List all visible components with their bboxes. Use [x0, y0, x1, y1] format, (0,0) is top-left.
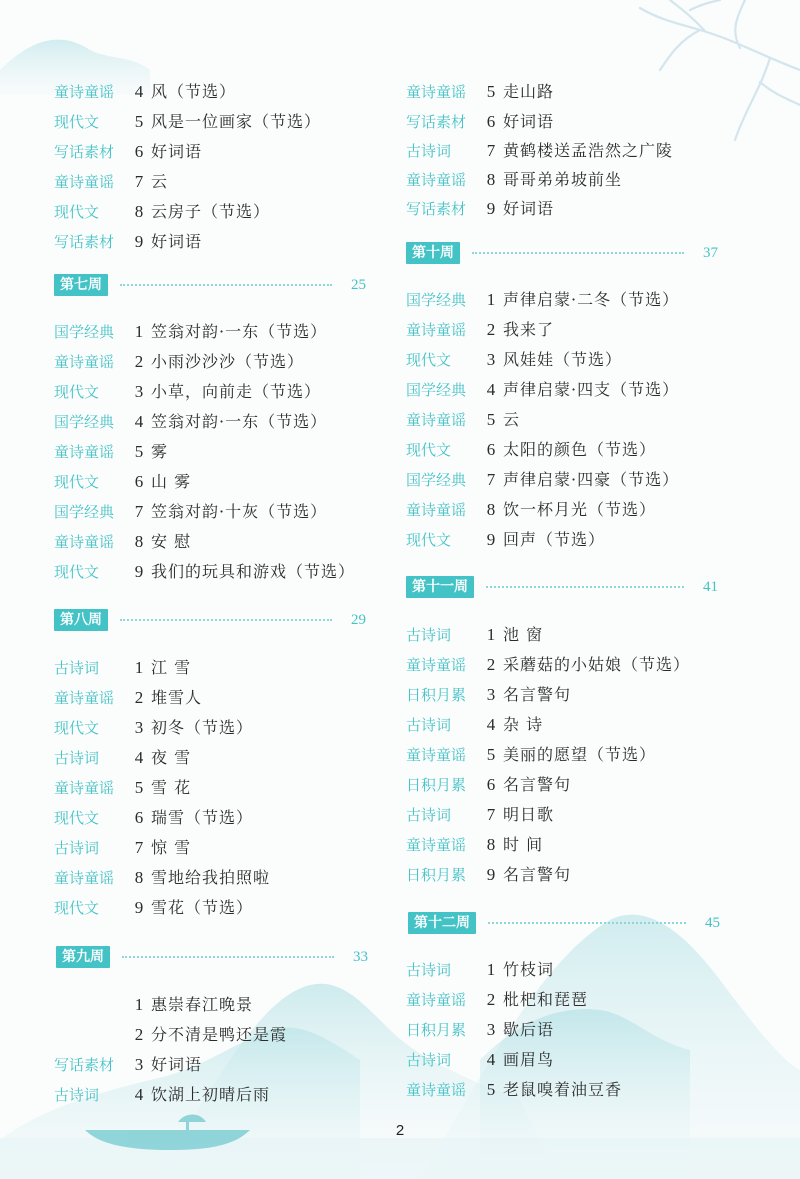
item-title: 我们的玩具和游戏（节选）: [151, 562, 356, 581]
item-number: 7: [134, 502, 144, 521]
item-title: 云: [503, 410, 521, 429]
week-header-10[interactable]: [406, 242, 718, 266]
category-label: 古诗词: [406, 626, 452, 644]
week-badge: 第十周: [406, 242, 460, 264]
item-title: 名言警句: [503, 775, 572, 794]
item-number: 3: [134, 718, 144, 737]
item-title: 哥哥弟弟坡前坐: [503, 170, 623, 189]
item-number: 4: [134, 82, 144, 101]
category-label: 童诗童谣: [54, 353, 115, 371]
page-ref: 33: [353, 949, 368, 965]
item-number: 6: [134, 808, 144, 827]
item-title: 明日歌: [503, 805, 555, 824]
item-number: 7: [134, 172, 144, 191]
item-number: 3: [486, 350, 496, 369]
item-title: 云房子（节选）: [151, 202, 271, 221]
category-label: 现代文: [54, 113, 100, 131]
item-number: 3: [134, 382, 144, 401]
category-label: 童诗童谣: [406, 321, 467, 339]
item-title: 采蘑菇的小姑娘（节选）: [503, 655, 691, 674]
category-label: 写话素材: [406, 200, 467, 218]
week-badge: 第七周: [54, 274, 108, 296]
item-number: 7: [486, 805, 496, 824]
item-title: 枇杷和琵琶: [503, 990, 589, 1009]
item-title: 笠翁对韵·十灰（节选）: [151, 502, 328, 521]
category-label: 日积月累: [406, 1021, 467, 1039]
item-title: 雪地给我拍照啦: [151, 868, 271, 887]
item-number: 5: [486, 1080, 496, 1099]
item-title: 江 雪: [151, 658, 192, 677]
item-number: 6: [486, 775, 496, 794]
item-number: 6: [134, 142, 144, 161]
item-title: 笠翁对韵·一东（节选）: [151, 322, 328, 341]
item-number: 6: [486, 112, 496, 131]
item-number: 5: [134, 112, 144, 131]
item-number: 5: [134, 778, 144, 797]
item-title: 时 间: [503, 835, 544, 854]
item-number: 3: [486, 1020, 496, 1039]
item-number: 1: [134, 658, 144, 677]
category-label: 古诗词: [54, 749, 100, 767]
leader-dots: [488, 922, 686, 924]
leader-dots: [120, 284, 332, 286]
item-number: 8: [486, 500, 496, 519]
category-label: 写话素材: [54, 143, 115, 161]
item-title: 风是一位画家（节选）: [151, 112, 322, 131]
category-label: 童诗童谣: [406, 83, 467, 101]
item-number: 2: [134, 1025, 144, 1044]
item-title: 风娃娃（节选）: [503, 350, 623, 369]
page-ref: 41: [703, 579, 718, 595]
page-ref: 29: [351, 612, 366, 628]
item-title: 美丽的愿望（节选）: [503, 745, 657, 764]
item-number: 3: [486, 685, 496, 704]
item-title: 安 慰: [151, 532, 192, 551]
category-label: 写话素材: [406, 113, 467, 131]
item-title: 杂 诗: [503, 715, 544, 734]
category-label: 童诗童谣: [406, 836, 467, 854]
leader-dots: [120, 619, 332, 621]
category-label: 国学经典: [406, 471, 467, 489]
item-title: 云: [151, 172, 169, 191]
category-label: 古诗词: [406, 961, 452, 979]
week-badge: 第十二周: [408, 912, 476, 934]
category-label: 童诗童谣: [406, 991, 467, 1009]
item-number: 8: [134, 202, 144, 221]
item-number: 4: [134, 412, 144, 431]
item-number: 9: [134, 562, 144, 581]
item-number: 2: [486, 990, 496, 1009]
week-header-12[interactable]: [408, 912, 720, 936]
item-number: 4: [486, 715, 496, 734]
category-label: 古诗词: [406, 142, 452, 160]
item-number: 3: [134, 1055, 144, 1074]
item-number: 4: [486, 380, 496, 399]
item-title: 好词语: [151, 142, 203, 161]
item-title: 歇后语: [503, 1020, 555, 1039]
item-number: 5: [486, 745, 496, 764]
item-title: 山 雾: [151, 472, 192, 491]
item-title: 声律启蒙·四支（节选）: [503, 380, 680, 399]
category-label: 国学经典: [406, 381, 467, 399]
category-label: 国学经典: [54, 503, 115, 521]
category-label: 古诗词: [406, 806, 452, 824]
category-label: 童诗童谣: [406, 501, 467, 519]
item-title: 走山路: [503, 82, 555, 101]
item-title: 名言警句: [503, 685, 572, 704]
category-label: 写话素材: [54, 1056, 115, 1074]
item-number: 8: [486, 835, 496, 854]
week-header-9[interactable]: [56, 946, 368, 970]
page-ref: 25: [351, 277, 366, 293]
item-number: 7: [134, 838, 144, 857]
item-number: 8: [486, 170, 496, 189]
item-number: 2: [486, 655, 496, 674]
item-number: 4: [134, 1085, 144, 1104]
category-label: 古诗词: [54, 1086, 100, 1104]
item-title: 雪花（节选）: [151, 898, 254, 917]
item-title: 好词语: [151, 232, 203, 251]
category-label: 童诗童谣: [54, 533, 115, 551]
category-label: 古诗词: [54, 659, 100, 677]
category-label: 童诗童谣: [406, 411, 467, 429]
item-title: 分不清是鸭还是霞: [151, 1025, 288, 1044]
category-label: 童诗童谣: [54, 689, 115, 707]
item-title: 饮湖上初晴后雨: [151, 1085, 271, 1104]
item-number: 4: [486, 1050, 496, 1069]
item-title: 画眉鸟: [503, 1050, 555, 1069]
category-label: 日积月累: [406, 866, 467, 884]
item-title: 小雨沙沙沙（节选）: [151, 352, 305, 371]
category-label: 国学经典: [54, 413, 115, 431]
category-label: 现代文: [406, 531, 452, 549]
item-number: 2: [486, 320, 496, 339]
week-badge: 第十一周: [406, 576, 474, 598]
week-header-7[interactable]: [54, 274, 366, 298]
item-title: 声律启蒙·二冬（节选）: [503, 290, 680, 309]
item-title: 我来了: [503, 320, 555, 339]
page-ref: 45: [705, 915, 720, 931]
leader-dots: [122, 956, 334, 958]
item-number: 9: [134, 898, 144, 917]
item-title: 回声（节选）: [503, 530, 606, 549]
item-number: 1: [486, 960, 496, 979]
tree-branch: [640, 0, 800, 140]
item-number: 4: [134, 748, 144, 767]
item-number: 6: [486, 440, 496, 459]
item-title: 老鼠嗅着油豆香: [503, 1080, 623, 1099]
category-label: 童诗童谣: [54, 443, 115, 461]
category-label: 日积月累: [406, 686, 467, 704]
category-label: 古诗词: [54, 839, 100, 857]
item-title: 夜 雪: [151, 748, 192, 767]
category-label: 现代文: [54, 809, 100, 827]
item-title: 雪 花: [151, 778, 192, 797]
category-label: 童诗童谣: [406, 656, 467, 674]
category-label: 日积月累: [406, 776, 467, 794]
item-number: 8: [134, 532, 144, 551]
item-number: 2: [134, 688, 144, 707]
page-number: 2: [395, 1122, 405, 1139]
category-label: 古诗词: [406, 1051, 452, 1069]
item-number: 9: [486, 865, 496, 884]
category-label: 童诗童谣: [406, 746, 467, 764]
item-title: 声律启蒙·四豪（节选）: [503, 470, 680, 489]
category-label: 童诗童谣: [54, 779, 115, 797]
item-number: 9: [134, 232, 144, 251]
item-title: 惊 雪: [151, 838, 192, 857]
item-number: 6: [134, 472, 144, 491]
item-number: 7: [486, 141, 496, 160]
category-label: 童诗童谣: [406, 1081, 467, 1099]
item-number: 5: [486, 410, 496, 429]
item-title: 瑞雪（节选）: [151, 808, 254, 827]
category-label: 童诗童谣: [406, 171, 467, 189]
item-title: 惠崇春江晚景: [151, 995, 254, 1014]
category-label: 写话素材: [54, 233, 115, 251]
item-title: 雾: [151, 442, 169, 461]
item-title: 初冬（节选）: [151, 718, 254, 737]
item-number: 1: [134, 995, 144, 1014]
page-ref: 37: [703, 245, 718, 261]
category-label: 现代文: [54, 383, 100, 401]
category-label: 现代文: [54, 473, 100, 491]
item-number: 1: [486, 625, 496, 644]
category-label: 现代文: [406, 441, 452, 459]
category-label: 国学经典: [406, 291, 467, 309]
item-title: 太阳的颜色（节选）: [503, 440, 657, 459]
item-number: 9: [486, 530, 496, 549]
category-label: 国学经典: [54, 323, 115, 341]
item-number: 1: [134, 322, 144, 341]
item-number: 5: [134, 442, 144, 461]
week-badge: 第八周: [54, 609, 108, 631]
item-title: 池 窗: [503, 625, 544, 644]
item-title: 竹枝词: [503, 960, 555, 979]
item-title: 笠翁对韵·一东（节选）: [151, 412, 328, 431]
category-label: 现代文: [54, 203, 100, 221]
category-label: 现代文: [54, 563, 100, 581]
item-title: 好词语: [503, 112, 555, 131]
week-badge: 第九周: [56, 946, 110, 968]
item-title: 小草，向前走（节选）: [151, 382, 322, 401]
week-header-8[interactable]: [54, 609, 366, 633]
category-label: 现代文: [54, 899, 100, 917]
item-title: 风（节选）: [151, 82, 237, 101]
item-title: 饮一杯月光（节选）: [503, 500, 657, 519]
category-label: 童诗童谣: [54, 83, 115, 101]
leader-dots: [472, 252, 684, 254]
item-title: 堆雪人: [151, 688, 203, 707]
item-number: 2: [134, 352, 144, 371]
category-label: 童诗童谣: [54, 869, 115, 887]
item-title: 好词语: [503, 199, 555, 218]
category-label: 童诗童谣: [54, 173, 115, 191]
item-title: 名言警句: [503, 865, 572, 884]
leader-dots: [486, 586, 684, 588]
category-label: 现代文: [54, 719, 100, 737]
category-label: 古诗词: [406, 716, 452, 734]
item-number: 8: [134, 868, 144, 887]
item-number: 1: [486, 290, 496, 309]
item-number: 7: [486, 470, 496, 489]
week-header-11[interactable]: [406, 576, 718, 600]
item-number: 9: [486, 199, 496, 218]
item-number: 5: [486, 82, 496, 101]
item-title: 好词语: [151, 1055, 203, 1074]
category-label: 现代文: [406, 351, 452, 369]
item-title: 黄鹤楼送孟浩然之广陵: [503, 141, 674, 160]
